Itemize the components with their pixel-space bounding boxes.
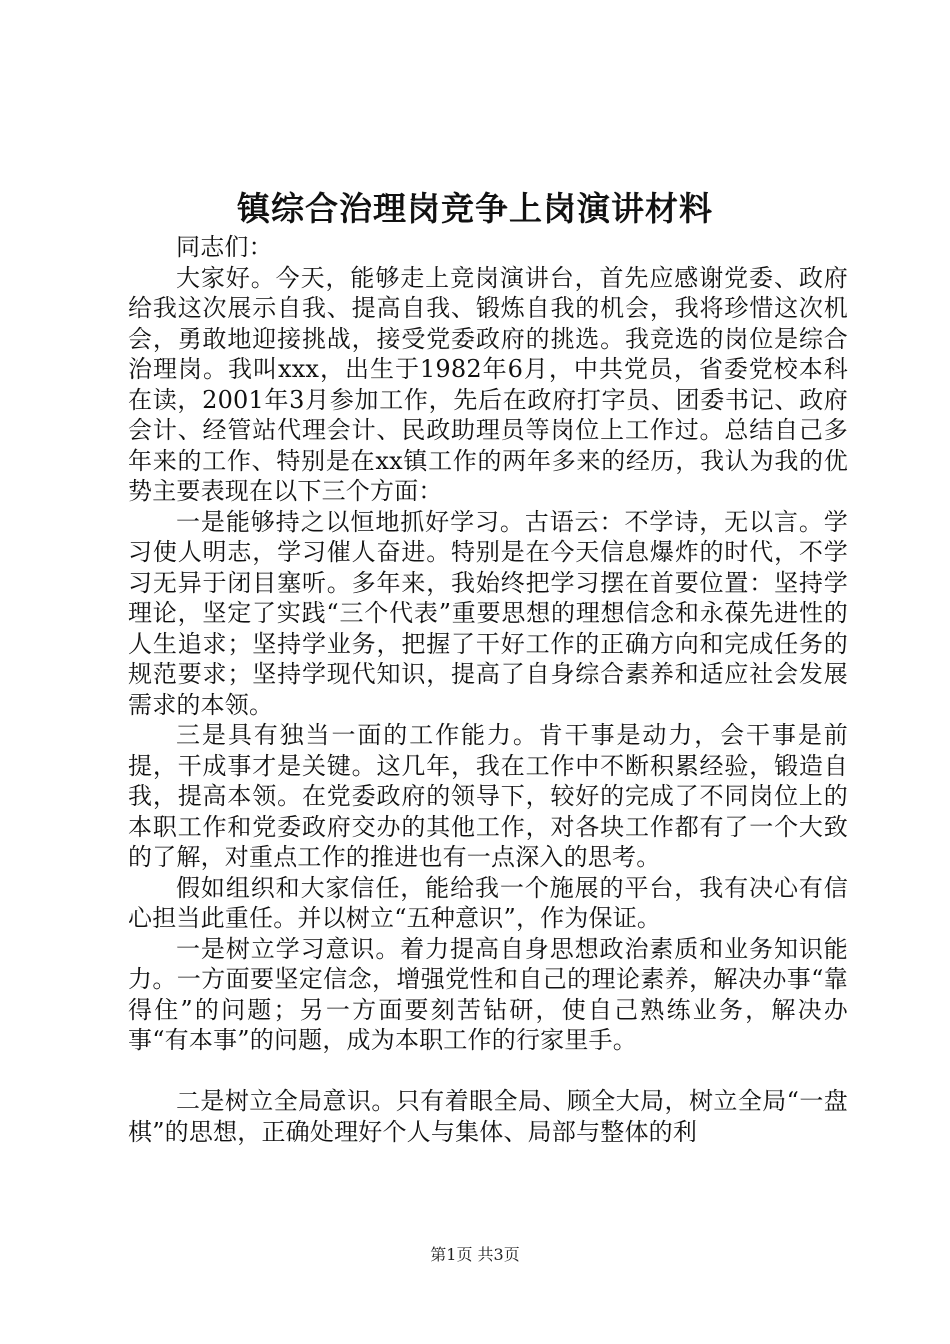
page-number-footer: 第1页 共3页 bbox=[430, 1245, 520, 1264]
salutation: 同志们： bbox=[176, 233, 273, 261]
paragraph-ability: 三是具有独当一面的工作能力。肯干事是动力，会干事是前提，干成事才是关键。这几年，我在工作中不断积累经验，锻造自我，提高本领。在党委政府的领导下，较好的完成了不同岗位上的本职工作和党委政府交办的其他工作，对各块工作都有了一个大致的了解，对重点工作的推进也有一点深入的思考。 bbox=[128, 721, 848, 871]
paragraph-learning-awareness: 一是树立学习意识。着力提高自身思想政治素质和业务知识能力。一方面要坚定信念，增强党性和自己的理论素养，解决办事“靠得住”的问题；另一方面要刻苦钻研，使自己熟练业务，解决办事“有本事”的问题，成为本职工作的行家里手。 bbox=[128, 934, 848, 1054]
document-title: 镇综合治理岗竞争上岗演讲材料 bbox=[237, 189, 713, 228]
paragraph-overall-awareness: 二是树立全局意识。只有着眼全局、顾全大局，树立全局“一盘棋”的思想，正确处理好个人与集体、局部与整体的利 bbox=[128, 1087, 848, 1146]
paragraph-intro: 大家好。今天，能够走上竞岗演讲台，首先应感谢党委、政府给我这次展示自我、提高自我、锻炼自我的机会，我将珍惜这次机会，勇敢地迎接挑战，接受党委政府的挑选。我竞选的岗位是综合治理岗。我叫xxx，出生于1982年6月，中共党员，省委党校本科在读，2001年3月参加工作，先后在政府打字员、团委书记、政府会计、经管站代理会计、民政助理员等岗位上工作过。总结自己多年来的工作、特别是在xx镇工作的两年多来的经历，我认为我的优势主要表现在以下三个方面： bbox=[128, 263, 848, 505]
paragraph-study: 一是能够持之以恒地抓好学习。古语云：不学诗，无以言。学习使人明志，学习催人奋进。特别是在今天信息爆炸的时代，不学习无异于闭目塞听。多年来，我始终把学习摆在首要位置：坚持学理论，坚定了实践“三个代表”重要思想的理想信念和永葆先进性的人生追求；坚持学业务，把握了干好工作的正确方向和完成任务的规范要求；坚持学现代知识，提高了自身综合素养和适应社会发展需求的本领。 bbox=[128, 507, 848, 719]
paragraph-commitment: 假如组织和大家信任，能给我一个施展的平台，我有决心有信心担当此重任。并以树立“五种意识”，作为保证。 bbox=[128, 873, 848, 932]
document-body bbox=[128, 232, 848, 1147]
